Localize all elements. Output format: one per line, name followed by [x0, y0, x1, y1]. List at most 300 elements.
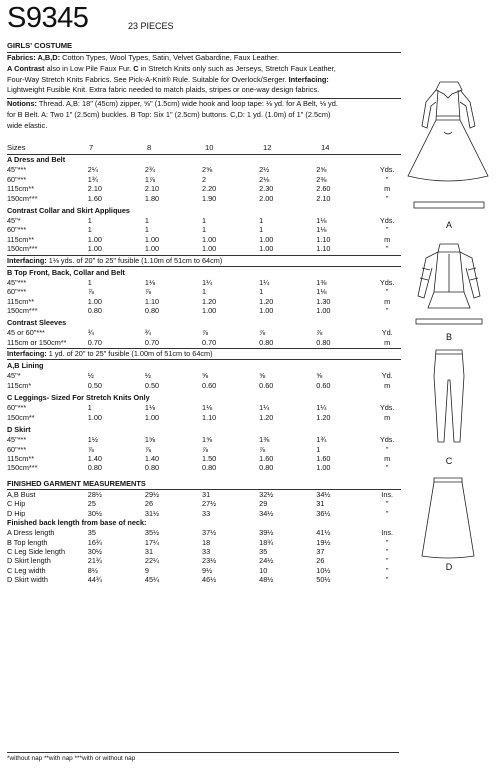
size-12-value: 0.80	[259, 463, 274, 473]
size-12-value: 18¾	[259, 537, 274, 547]
size-12-value: 1	[259, 225, 264, 235]
section-title: A Dress and Belt	[7, 155, 66, 165]
back-length-table	[7, 528, 401, 585]
size-7-value: 16¾	[87, 537, 102, 547]
size-8-value: 1.00	[144, 244, 160, 254]
size-10-value: 2	[202, 174, 207, 184]
fabrics-text: Cotton Types, Wool Types, Satin, Velvet Gabardine, Faux Leather.	[62, 53, 280, 62]
unit: m	[384, 412, 391, 422]
size-12-value: 1⅜	[259, 435, 270, 445]
unit: "	[385, 508, 389, 518]
section-title: D Skirt	[7, 425, 31, 435]
size-7-value: 1	[87, 215, 92, 225]
row-label: D Skirt width	[7, 575, 48, 585]
size-10-value: 1.20	[202, 296, 217, 306]
row-label: A Dress length	[7, 528, 55, 538]
unit: "	[385, 244, 389, 254]
size-7-value: 25	[87, 499, 96, 509]
size-14-value: 41½	[316, 528, 331, 538]
size-10-value: ⅞	[202, 328, 209, 338]
row-label: 60"***	[7, 174, 27, 184]
unit: "	[385, 575, 389, 585]
size-10-value: 1.00	[202, 234, 217, 244]
size-10-value: 18	[202, 537, 211, 547]
row-label: 115cm**	[7, 453, 35, 463]
size-10-value: 31	[202, 489, 211, 499]
row-label: C Leg width	[7, 565, 46, 575]
size-7-value: 28½	[87, 489, 102, 499]
row-label: 60"***	[7, 403, 27, 413]
notions-line: wide elastic.	[7, 120, 48, 130]
size-10-value: 33	[202, 547, 211, 556]
unit: "	[385, 537, 389, 547]
fabrics-line	[7, 53, 401, 64]
view-label-d: D	[445, 562, 453, 572]
notions-block	[7, 99, 401, 142]
size-7-value: 0.50	[87, 380, 102, 390]
measurement-row	[7, 528, 401, 537]
pieces-count: 23 PIECES	[128, 21, 174, 31]
size-14-value: ⅞	[316, 328, 323, 338]
size-12-value: 2½	[259, 165, 270, 175]
yardage-row	[7, 216, 401, 225]
size-7-value: 0.80	[87, 463, 102, 473]
interfacing-line	[7, 255, 401, 267]
size-12-value: 1.00	[259, 306, 274, 315]
size-10-value: 1.00	[202, 244, 217, 254]
size-14-value: 1.30	[316, 296, 331, 306]
yardage-table	[7, 155, 401, 476]
row-label: 150cm***	[7, 463, 38, 473]
size-8-value: ⅞	[144, 287, 151, 297]
size-14-value: 1.10	[316, 244, 331, 254]
size-10-value: 2.20	[202, 184, 217, 194]
unit: "	[385, 306, 389, 315]
back-length-title: Finished back length from base of neck:	[7, 518, 147, 528]
row-label: A,B Bust	[7, 489, 36, 499]
size-12-value: 39½	[259, 528, 274, 538]
notions-line	[7, 99, 401, 110]
size-8-value: 1	[144, 225, 149, 235]
row-label: D Hip	[7, 508, 26, 518]
size-12-value: ⅞	[259, 328, 266, 338]
size-10-value: 1	[202, 287, 207, 297]
size-14-value: 26	[316, 556, 325, 566]
unit: "	[385, 444, 389, 454]
c-label: C	[133, 63, 141, 73]
size-12-value: 48½	[259, 575, 274, 585]
size-8-value: 1.00	[144, 412, 160, 422]
size-12-value: 1.20	[259, 296, 274, 306]
unit: Yd.	[381, 371, 393, 381]
size-12-value: 1	[259, 287, 264, 297]
size-8-value: ⅞	[144, 444, 151, 454]
size-14-value: 1⅛	[316, 225, 327, 235]
section-title: Contrast Collar and Skirt Appliques	[7, 205, 130, 215]
size-14-value: 1.00	[316, 306, 331, 315]
size-14-value: 1⅜	[316, 277, 327, 287]
size-8-value: ½	[144, 371, 151, 381]
size-10-value: 0.70	[202, 337, 217, 347]
size-7-value: 1½	[87, 435, 98, 445]
size-7-value: ½	[87, 371, 94, 381]
size-8-value: 22¼	[144, 556, 160, 566]
fabrics-line: Lightweight Fusible Knit. Extra fabric needed to match plaids, stripes or one-way design fabrics.	[7, 85, 320, 95]
size-7-value: 1	[87, 225, 92, 235]
row-label: 115cm or 150cm**	[7, 337, 67, 347]
measurement-row	[7, 499, 401, 508]
view-label-a: A	[445, 220, 452, 230]
sizes-header-row	[7, 142, 401, 155]
unit: Yds.	[379, 435, 395, 445]
c-text: in Stretch Knits only such as Jerseys, Stretch Faux Leather,	[140, 63, 336, 73]
belt-a-illustration	[400, 198, 498, 214]
size-10-value: 1	[202, 225, 207, 235]
row-label: B Top length	[7, 537, 48, 547]
contrast-label: A Contrast	[7, 63, 47, 73]
unit: "	[385, 499, 389, 509]
interfacing-label: Interfacing:	[288, 74, 329, 84]
yardage-row	[7, 403, 401, 412]
view-label-b: B	[445, 332, 452, 342]
size-8-value: 9	[144, 565, 149, 575]
row-label: 115cm**	[7, 184, 35, 194]
size-12-value: 10	[259, 565, 268, 575]
size-7-value: 1.00	[87, 296, 102, 306]
size-14-value: 1⅛	[316, 287, 327, 297]
size-8-value: 2¾	[144, 165, 156, 175]
unit: m	[384, 184, 391, 194]
interfacing-label: Interfacing:	[7, 255, 47, 265]
size-12-value: 1¼	[259, 403, 270, 413]
view-illustrations	[400, 70, 498, 590]
section-title: C Leggings- Sized For Stretch Knits Only	[7, 393, 150, 403]
contrast-text: also in Low Pile Faux Fur.	[46, 63, 134, 73]
fabrics-line	[7, 75, 401, 86]
notions-label: Notions:	[7, 99, 37, 109]
size-14-value: 50½	[316, 575, 331, 585]
yardage-row	[7, 194, 401, 203]
size-12-value: 2⅛	[259, 174, 270, 184]
size-10-value: 27½	[202, 499, 217, 509]
size-14-value: 0.60	[316, 380, 331, 390]
size-7-value: 1.00	[87, 244, 102, 254]
size-12-value: 2.30	[259, 184, 274, 194]
size-7: 7	[89, 143, 94, 153]
size-8-value: 45¼	[144, 575, 160, 585]
yardage-row	[7, 165, 401, 174]
interfacing-text: 1 yd. of 20" to 25" fusible (1.00m of 51cm to 64cm)	[46, 349, 213, 359]
row-label: 115cm**	[7, 296, 35, 306]
size-14-value: 0.80	[316, 337, 331, 347]
size-12: 12	[263, 143, 272, 153]
size-8-value: 1.10	[144, 296, 160, 306]
size-12-value: 35	[259, 547, 268, 556]
size-14-value: 1.00	[316, 463, 331, 473]
size-14-value: 1⅛	[316, 215, 327, 225]
belt-b-illustration	[400, 316, 498, 330]
measurement-row	[7, 490, 401, 499]
size-8-value: 1.40	[144, 453, 160, 463]
size-14-value: 2⅝	[316, 165, 327, 175]
size-14-value: 1.10	[316, 234, 331, 244]
size-7-value: 35	[87, 528, 96, 538]
pattern-number: S9345	[7, 2, 89, 34]
size-12-value: 1.00	[259, 234, 274, 244]
size-8-value: ¾	[144, 328, 151, 338]
unit: Yds.	[379, 277, 395, 287]
size-7-value: 1	[87, 403, 92, 413]
pattern-sheet	[7, 0, 401, 585]
size-7-value: 0.80	[87, 306, 102, 315]
size-8-value: 1⅝	[144, 435, 156, 445]
sizes-label: Sizes	[7, 143, 26, 153]
yardage-row	[7, 328, 401, 337]
size-12-value: 1.60	[259, 453, 274, 463]
interfacing-text: 1⅛ yds. of 20" to 25" fusible (1.10m of 51cm to 64cm)	[46, 255, 223, 265]
measurement-row	[7, 538, 401, 547]
size-12-value: 1¼	[259, 277, 270, 287]
size-7-value: 1.40	[87, 453, 102, 463]
size-7-value: 1	[87, 277, 92, 287]
row-label: 150cm**	[7, 412, 35, 422]
size-8-value: 2.10	[144, 184, 160, 194]
size-14-value: 2.10	[316, 193, 331, 203]
row-label: 45 or 60"***	[7, 328, 45, 338]
size-12-value: 34½	[259, 508, 274, 518]
interfacing-label: Interfacing:	[7, 349, 47, 359]
notions-text: Thread. A,B: 18" (45cm) zipper, ⅝" (1.5cm) wide hook and loop tape: ⅛ yd. for A Belt, ⅛ yd.	[36, 99, 338, 109]
yardage-row	[7, 445, 401, 454]
yardage-row	[7, 278, 401, 287]
size-10-value: 1⅝	[202, 435, 213, 445]
size-12-value: 0.80	[259, 337, 274, 347]
size-8-value: 17¼	[144, 537, 160, 547]
size-8-value: 31½	[144, 508, 160, 518]
yardage-row	[7, 435, 401, 444]
size-12-value: 2.00	[259, 193, 274, 203]
fabrics-line	[7, 64, 401, 75]
unit: Yds.	[379, 403, 395, 413]
garment-title: GIRLS' COSTUME	[7, 40, 401, 53]
size-10-value: 1.90	[202, 193, 217, 203]
size-12-value: ⅞	[259, 444, 266, 454]
yardage-row	[7, 287, 401, 296]
size-10-value: ⅝	[202, 371, 209, 381]
unit: "	[385, 547, 389, 556]
section-title: Contrast Sleeves	[7, 318, 67, 328]
interfacing-line	[7, 348, 401, 360]
size-7-value: 1¾	[87, 174, 98, 184]
size-10: 10	[205, 143, 214, 153]
size-12-value: 1.00	[259, 244, 274, 254]
unit: m	[384, 296, 391, 306]
dress-front-illustration	[400, 76, 498, 186]
yardage-row	[7, 184, 401, 193]
size-14-value: 36½	[316, 508, 331, 518]
measurement-row	[7, 556, 401, 565]
measurement-row	[7, 547, 401, 556]
size-8: 8	[147, 143, 152, 153]
row-label: C Leg Side length	[7, 547, 66, 556]
yardage-row	[7, 306, 401, 315]
row-label: 150cm***	[7, 244, 38, 254]
nap-footnote: *without nap **with nap ***with or without nap	[7, 752, 399, 762]
row-label: C Hip	[7, 499, 26, 509]
size-7-value: 30½	[87, 547, 102, 556]
size-10-value: 33	[202, 508, 211, 518]
size-14-value: 2⅜	[316, 174, 327, 184]
size-7-value: 2¼	[87, 165, 98, 175]
size-14-value: 37	[316, 547, 325, 556]
section-title: B Top Front, Back, Collar and Belt	[7, 267, 125, 277]
size-8-value: 1⅛	[144, 403, 156, 413]
unit: "	[385, 463, 389, 473]
yardage-row	[7, 244, 401, 253]
size-8-value: 1⅛	[144, 277, 156, 287]
leggings-illustration	[400, 346, 498, 446]
row-label: 60"***	[7, 225, 27, 235]
fabrics-text: Four-Way Stretch Knits Fabrics. See Pick-A-Knit® Rule. Suitable for Overlock/Serger.	[7, 74, 287, 84]
notions-line: for B Belt. A: Two 1" (2.5cm) buckles. B Top: Six 1" (2.5cm) buttons. C,D: 1 yd. (1.0m) of 1" (2.5cm)	[7, 109, 331, 119]
row-label: 45"*	[7, 371, 21, 381]
unit: "	[385, 287, 389, 297]
yardage-row	[7, 175, 401, 184]
finished-measurements-title: FINISHED GARMENT MEASUREMENTS	[7, 478, 401, 490]
size-10-value: 1⅛	[202, 403, 213, 413]
size-10-value: 1	[202, 215, 207, 225]
size-7-value: 0.70	[87, 337, 102, 347]
size-8-value: 0.80	[144, 306, 160, 315]
size-10-value: 37½	[202, 528, 217, 538]
unit: Yds.	[379, 215, 395, 225]
size-10-value: 1.10	[202, 412, 217, 422]
yardage-row	[7, 225, 401, 234]
size-10-value: 0.80	[202, 463, 217, 473]
unit: "	[385, 193, 389, 203]
row-label: 115cm**	[7, 234, 35, 244]
size-8-value: 0.50	[144, 380, 160, 390]
yardage-row	[7, 454, 401, 463]
yardage-row	[7, 413, 401, 422]
size-14-value: 10½	[316, 565, 331, 575]
row-label: 45"***	[7, 277, 27, 287]
row-label: 45"***	[7, 435, 27, 445]
fabrics-block	[7, 53, 401, 96]
size-14-value: 19½	[316, 537, 331, 547]
size-10-value: ⅞	[202, 444, 209, 454]
size-7-value: 8½	[87, 565, 98, 575]
size-10-value: 9½	[202, 565, 213, 575]
size-10-value: 0.60	[202, 380, 217, 390]
yardage-row	[7, 381, 401, 390]
size-12-value: ⅝	[259, 371, 266, 381]
section-title: A,B Lining	[7, 361, 44, 371]
size-7-value: 1.00	[87, 234, 102, 244]
size-8-value: 29½	[144, 489, 160, 499]
size-12-value: 32½	[259, 489, 274, 499]
size-14-value: 2.60	[316, 184, 331, 194]
size-14-value: 1.20	[316, 412, 331, 422]
unit: m	[384, 234, 391, 244]
size-7-value: 1.00	[87, 412, 102, 422]
unit: "	[385, 556, 389, 566]
size-12-value: 0.60	[259, 380, 274, 390]
row-label: 45"*	[7, 215, 21, 225]
size-14-value: 1.60	[316, 453, 331, 463]
size-12-value: 29	[259, 499, 268, 509]
size-10-value: 1¼	[202, 277, 213, 287]
yardage-row	[7, 338, 401, 347]
unit: Yds.	[379, 165, 395, 175]
measurement-row	[7, 566, 401, 575]
size-14: 14	[321, 143, 330, 153]
size-8-value: 1	[144, 215, 149, 225]
fabrics-label: Fabrics: A,B,D:	[7, 53, 63, 62]
row-label: 115cm*	[7, 380, 32, 390]
unit: "	[385, 225, 389, 235]
unit: "	[385, 174, 389, 184]
top-front-illustration	[400, 238, 498, 328]
size-8-value: 35½	[144, 528, 160, 538]
size-8-value: 31	[144, 547, 154, 556]
row-label: 150cm***	[7, 306, 38, 315]
size-7-value: 30½	[87, 508, 102, 518]
size-8-value: 0.70	[144, 337, 160, 347]
row-label: 60"***	[7, 444, 27, 454]
size-12-value: 1.20	[259, 412, 274, 422]
yardage-row	[7, 235, 401, 244]
size-7-value: ¾	[87, 328, 94, 338]
size-14-value: 1¼	[316, 403, 327, 413]
unit: m	[384, 380, 391, 390]
size-10-value: 2⅝	[202, 165, 213, 175]
size-12-value: 24½	[259, 556, 274, 566]
skirt-illustration	[400, 474, 498, 564]
unit: Ins.	[381, 489, 394, 499]
size-7-value: 2.10	[87, 184, 102, 194]
size-14-value: 1¾	[316, 435, 327, 445]
size-14-value: 1	[316, 444, 321, 454]
size-7-value: 1.60	[87, 193, 102, 203]
size-8-value: 0.80	[144, 463, 160, 473]
header	[7, 0, 401, 38]
size-14-value: ⅝	[316, 371, 323, 381]
measurement-row	[7, 575, 401, 584]
size-8-value: 1⅞	[144, 174, 156, 184]
row-label: 60"***	[7, 287, 27, 297]
finished-measurements-table	[7, 490, 401, 518]
measurement-row	[7, 509, 401, 518]
size-7-value: ⅞	[87, 287, 94, 297]
unit: m	[384, 453, 391, 463]
size-14-value: 34½	[316, 489, 331, 499]
size-10-value: 1.50	[202, 453, 217, 463]
size-10-value: 1.00	[202, 306, 217, 315]
unit: "	[385, 565, 389, 575]
view-label-c: C	[445, 456, 453, 466]
size-14-value: 31	[316, 499, 325, 509]
yardage-row	[7, 371, 401, 380]
unit: Ins.	[381, 528, 394, 538]
size-8-value: 26	[144, 499, 154, 509]
size-7-value: 21¾	[87, 556, 102, 566]
row-label: 45"***	[7, 165, 27, 175]
yardage-row	[7, 463, 401, 472]
size-10-value: 23½	[202, 556, 217, 566]
row-label: D Skirt length	[7, 556, 51, 566]
size-7-value: 44¾	[87, 575, 102, 585]
